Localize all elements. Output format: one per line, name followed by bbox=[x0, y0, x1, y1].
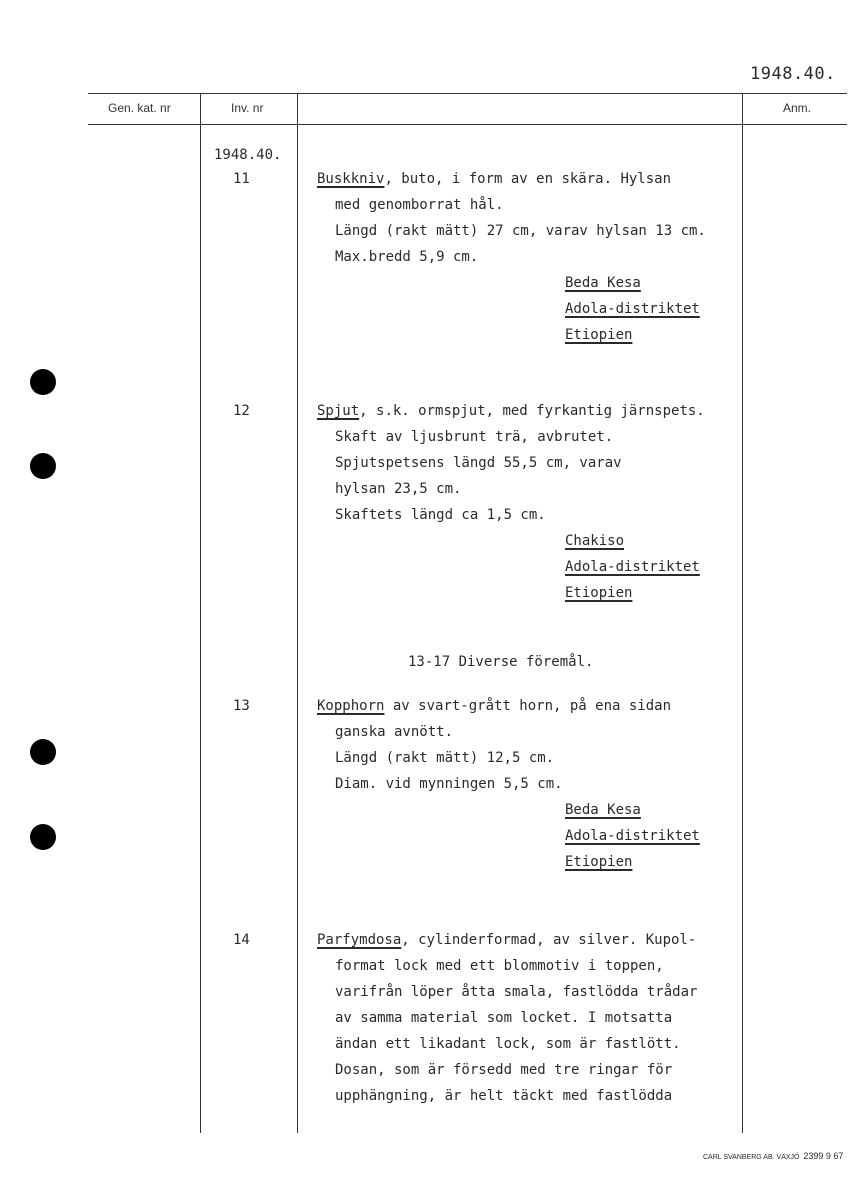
provenance-line: Adola-distriktet bbox=[565, 559, 700, 575]
entry-line: med genomborrat hål. bbox=[335, 197, 504, 213]
entry-line: hylsan 23,5 cm. bbox=[335, 481, 462, 497]
entry-line: ändan ett likadant lock, som är fastlött. bbox=[335, 1036, 681, 1052]
entry-line: Max.bredd 5,9 cm. bbox=[335, 249, 479, 265]
entry-line: format lock med ett blommotiv i toppen, bbox=[335, 958, 664, 974]
header-gen-kat-nr: Gen. kat. nr bbox=[108, 101, 171, 115]
provenance-line: Beda Kesa bbox=[565, 275, 641, 291]
binder-hole bbox=[30, 739, 56, 765]
inv-number: 14 bbox=[233, 932, 250, 948]
entry-line: Längd (rakt mätt) 27 cm, varav hylsan 13 cm. bbox=[335, 223, 706, 239]
header-anm: Anm. bbox=[783, 101, 812, 115]
entry-line: upphängning, är helt täckt med fastlödda bbox=[335, 1088, 673, 1104]
entry-line: Skaftets längd ca 1,5 cm. bbox=[335, 507, 546, 523]
series-label: 1948.40. bbox=[214, 147, 282, 163]
provenance-line: Chakiso bbox=[565, 533, 625, 549]
entry-line: Diam. vid mynningen 5,5 cm. bbox=[335, 776, 563, 792]
provenance-line: Adola-distriktet bbox=[565, 301, 700, 317]
entry-line: Spjutspetsens längd 55,5 cm, varav bbox=[335, 455, 622, 471]
entry-first-line: Buskkniv, buto, i form av en skära. Hylsan bbox=[317, 171, 672, 187]
inv-number: 11 bbox=[233, 171, 250, 187]
column-divider-2 bbox=[297, 93, 298, 1133]
printer-imprint: CARL SVANBERG AB. VÄXJÖ 2399 9 67 bbox=[703, 1151, 844, 1161]
entry-line: Längd (rakt mätt) 12,5 cm. bbox=[335, 750, 555, 766]
provenance-line: Adola-distriktet bbox=[565, 828, 700, 844]
column-divider-1 bbox=[200, 93, 201, 1133]
header-bottom-rule bbox=[88, 124, 847, 125]
form-code: 2399 9 67 bbox=[803, 1151, 844, 1161]
binder-hole bbox=[30, 453, 56, 479]
entry-line: varifrån löper åtta smala, fastlödda trådar bbox=[335, 984, 698, 1000]
entry-first-line: Kopphorn av svart-grått horn, på ena sidan bbox=[317, 698, 672, 714]
entry-line: ganska avnött. bbox=[335, 724, 454, 740]
entry-first-line: Spjut, s.k. ormspjut, med fyrkantig järnspets. bbox=[317, 403, 705, 419]
entry-title: Parfymdosa bbox=[317, 932, 402, 948]
inv-number: 12 bbox=[233, 403, 250, 419]
binder-hole bbox=[30, 369, 56, 395]
entry-title: Buskkniv bbox=[317, 171, 385, 187]
provenance-line: Etiopien bbox=[565, 585, 633, 601]
page-number: 1948.40. bbox=[750, 64, 836, 84]
header-top-rule bbox=[88, 93, 847, 94]
provenance-line: Beda Kesa bbox=[565, 802, 641, 818]
entry-title: Spjut bbox=[317, 403, 360, 419]
entry-first-line: Parfymdosa, cylinderformad, av silver. Kupol- bbox=[317, 932, 697, 948]
inv-number: 13 bbox=[233, 698, 250, 714]
section-heading: 13-17 Diverse föremål. bbox=[408, 654, 594, 670]
provenance-line: Etiopien bbox=[565, 327, 633, 343]
binder-hole bbox=[30, 824, 56, 850]
column-divider-3 bbox=[742, 93, 743, 1133]
entry-line: Skaft av ljusbrunt trä, avbrutet. bbox=[335, 429, 614, 445]
entry-title: Kopphorn bbox=[317, 698, 385, 714]
header-inv-nr: Inv. nr bbox=[231, 101, 264, 115]
entry-line: Dosan, som är försedd med tre ringar för bbox=[335, 1062, 673, 1078]
entry-line: av samma material som locket. I motsatta bbox=[335, 1010, 673, 1026]
provenance-line: Etiopien bbox=[565, 854, 633, 870]
